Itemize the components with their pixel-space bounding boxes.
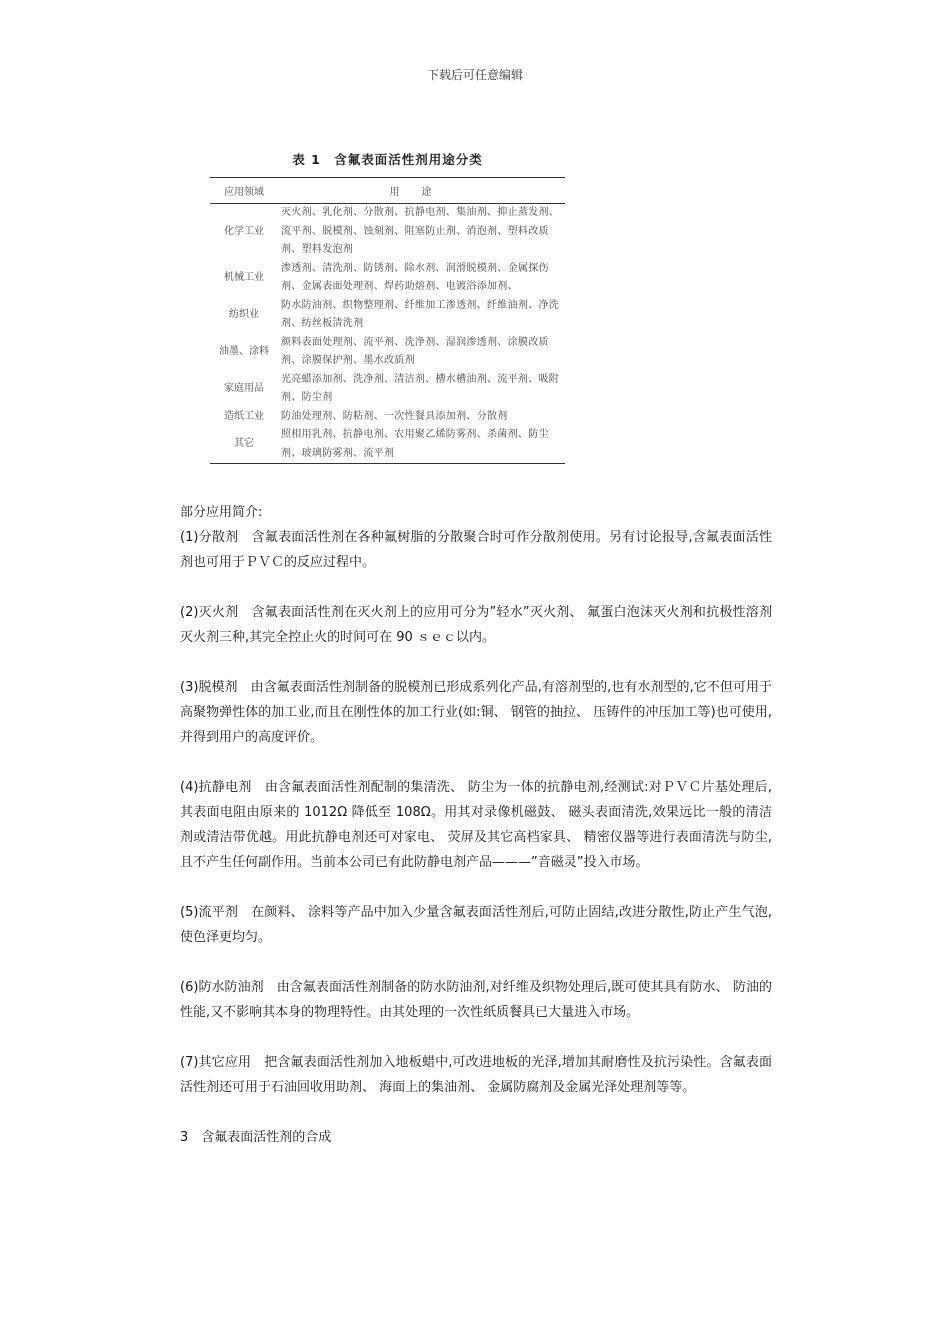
table-row [210,204,565,260]
section-heading: 3 含氟表面活性剂的合成 [180,1130,332,1145]
usage-table-figure [210,150,565,464]
row-field: 家庭用品 [224,382,264,394]
body-text [180,500,772,1150]
row-uses: 颜料表面处理剂、流平剂、洗净剂、湿润渗透剂、涂膜改质剂、涂膜保护剂、墨水改质剂 [281,336,549,366]
table-row [210,408,565,427]
row-uses: 光亮蜡添加剂、洗净剂、清洁剂、槽水槽油剂、流平剂、吸附剂、防尘剂 [281,373,560,403]
paragraph-antistatic: (4)抗静电剂 由含氟表面活性剂配制的集清洗、 防尘为一体的抗静电剂,经测试:对ＰＶＣ片基处理后,其表面电阻由原来的 1012Ω 降低至 108Ω。用其对录像机磁鼓、 磁头表面清洗,效果远比一般的清洁剂或清洁带优越。用此抗静电剂还可对家电、 荧屏及其它高档家具、 精密仪器等进行表面清洗与防尘,且不产生任何副作用。当前本公司已有此防静电剂产品———”音磁灵”投入市场。 [180,780,772,870]
usage-table [210,177,565,464]
intro-line: 部分应用简介: [180,505,263,520]
row-field: 机械工业 [224,271,264,283]
row-field: 其它 [234,438,254,450]
table-row [210,426,565,464]
table-row [210,297,565,334]
paragraph-extinguisher: (2)灭火剂 含氟表面活性剂在灭火剂上的应用可分为”轻水”灭火剂、 氟蛋白泡沫灭火剂和抗极性溶剂灭火剂三种,其完全控止火的时间可在 90 ｓｅｃ以内。 [180,605,772,645]
table-row [210,371,565,408]
table-row [210,334,565,371]
header-application-field: 应用领域 [224,187,264,198]
row-uses: 灭火剂、乳化剂、分散剂、抗静电剂、集油剂、抑止蒸发剂、流平剂、脱模剂、蚀刻剂、阻塞防止剂、消泡剂、塑料改质剂、塑料发泡剂 [281,207,560,255]
paragraph-other-uses: (7)其它应用 把含氟表面活性剂加入地板蜡中,可改进地板的光泽,增加其耐磨性及抗污染性。含氟表面活性剂还可用于石油回收用助剂、 海面上的集油剂、 金属防腐剂及金属光泽处理剂等等。 [180,1055,772,1095]
table-title: 表 1 含氟表面活性剂用途分类 [292,152,483,167]
paragraph-leveling: (5)流平剂 在颜料、 涂料等产品中加入少量含氟表面活性剂后,可防止固结,改进分散性,防止产生气泡,使色泽更均匀。 [180,905,772,945]
paragraph-dispersant: (1)分散剂 含氟表面活性剂在各种氟树脂的分散聚合时可作分散剂使用。另有讨论报导,含氟表面活性剂也可用于ＰＶＣ的反应过程中。 [180,530,772,570]
row-field: 纺织业 [229,308,259,320]
row-field: 油墨、涂料 [219,345,269,357]
row-uses: 渗透剂、清洗剂、防锈剂、除水剂、润滑脱模剂、金属探伤剂、金属表面处理剂、焊药助熔剂、电镀浴添加剂、 [281,262,549,292]
row-field: 化学工业 [224,225,264,237]
row-uses: 防水防油剂、织物整理剂、纤维加工渗透剂、纤维油剂、净洗剂、纺丝板清洗剂 [281,299,560,329]
row-uses: 防油处理剂、防粘剂、一次性餐具添加剂、分散剂 [281,410,508,422]
table-row [210,260,565,297]
table-header-row [210,178,565,204]
row-uses: 照相用乳剂、抗静电剂、农用聚乙烯防雾剂、杀菌剂、防尘剂、玻璃防雾剂、流平剂 [281,429,549,459]
page-header: 下载后可任意编辑 [426,68,523,82]
header-use: 用途 [389,187,454,198]
paragraph-water-oil-repellent: (6)防水防油剂 由含氟表面活性剂制备的防水防油剂,对纤维及织物处理后,既可使其具有防水、 防油的性能,又不影响其本身的物理特性。由其处理的一次性纸质餐具已大量进入市场。 [180,980,772,1020]
paragraph-release-agent: (3)脱模剂 由含氟表面活性剂制备的脱模剂已形成系列化产品,有溶剂型的,也有水剂型的,它不但可用于高聚物弹性体的加工业,而且在刚性体的加工行业(如:铜、 钢管的抽拉、 压铸件的冲压加工等)也可使用,并得到用户的高度评价。 [180,680,772,745]
row-field: 造纸工业 [224,410,264,422]
